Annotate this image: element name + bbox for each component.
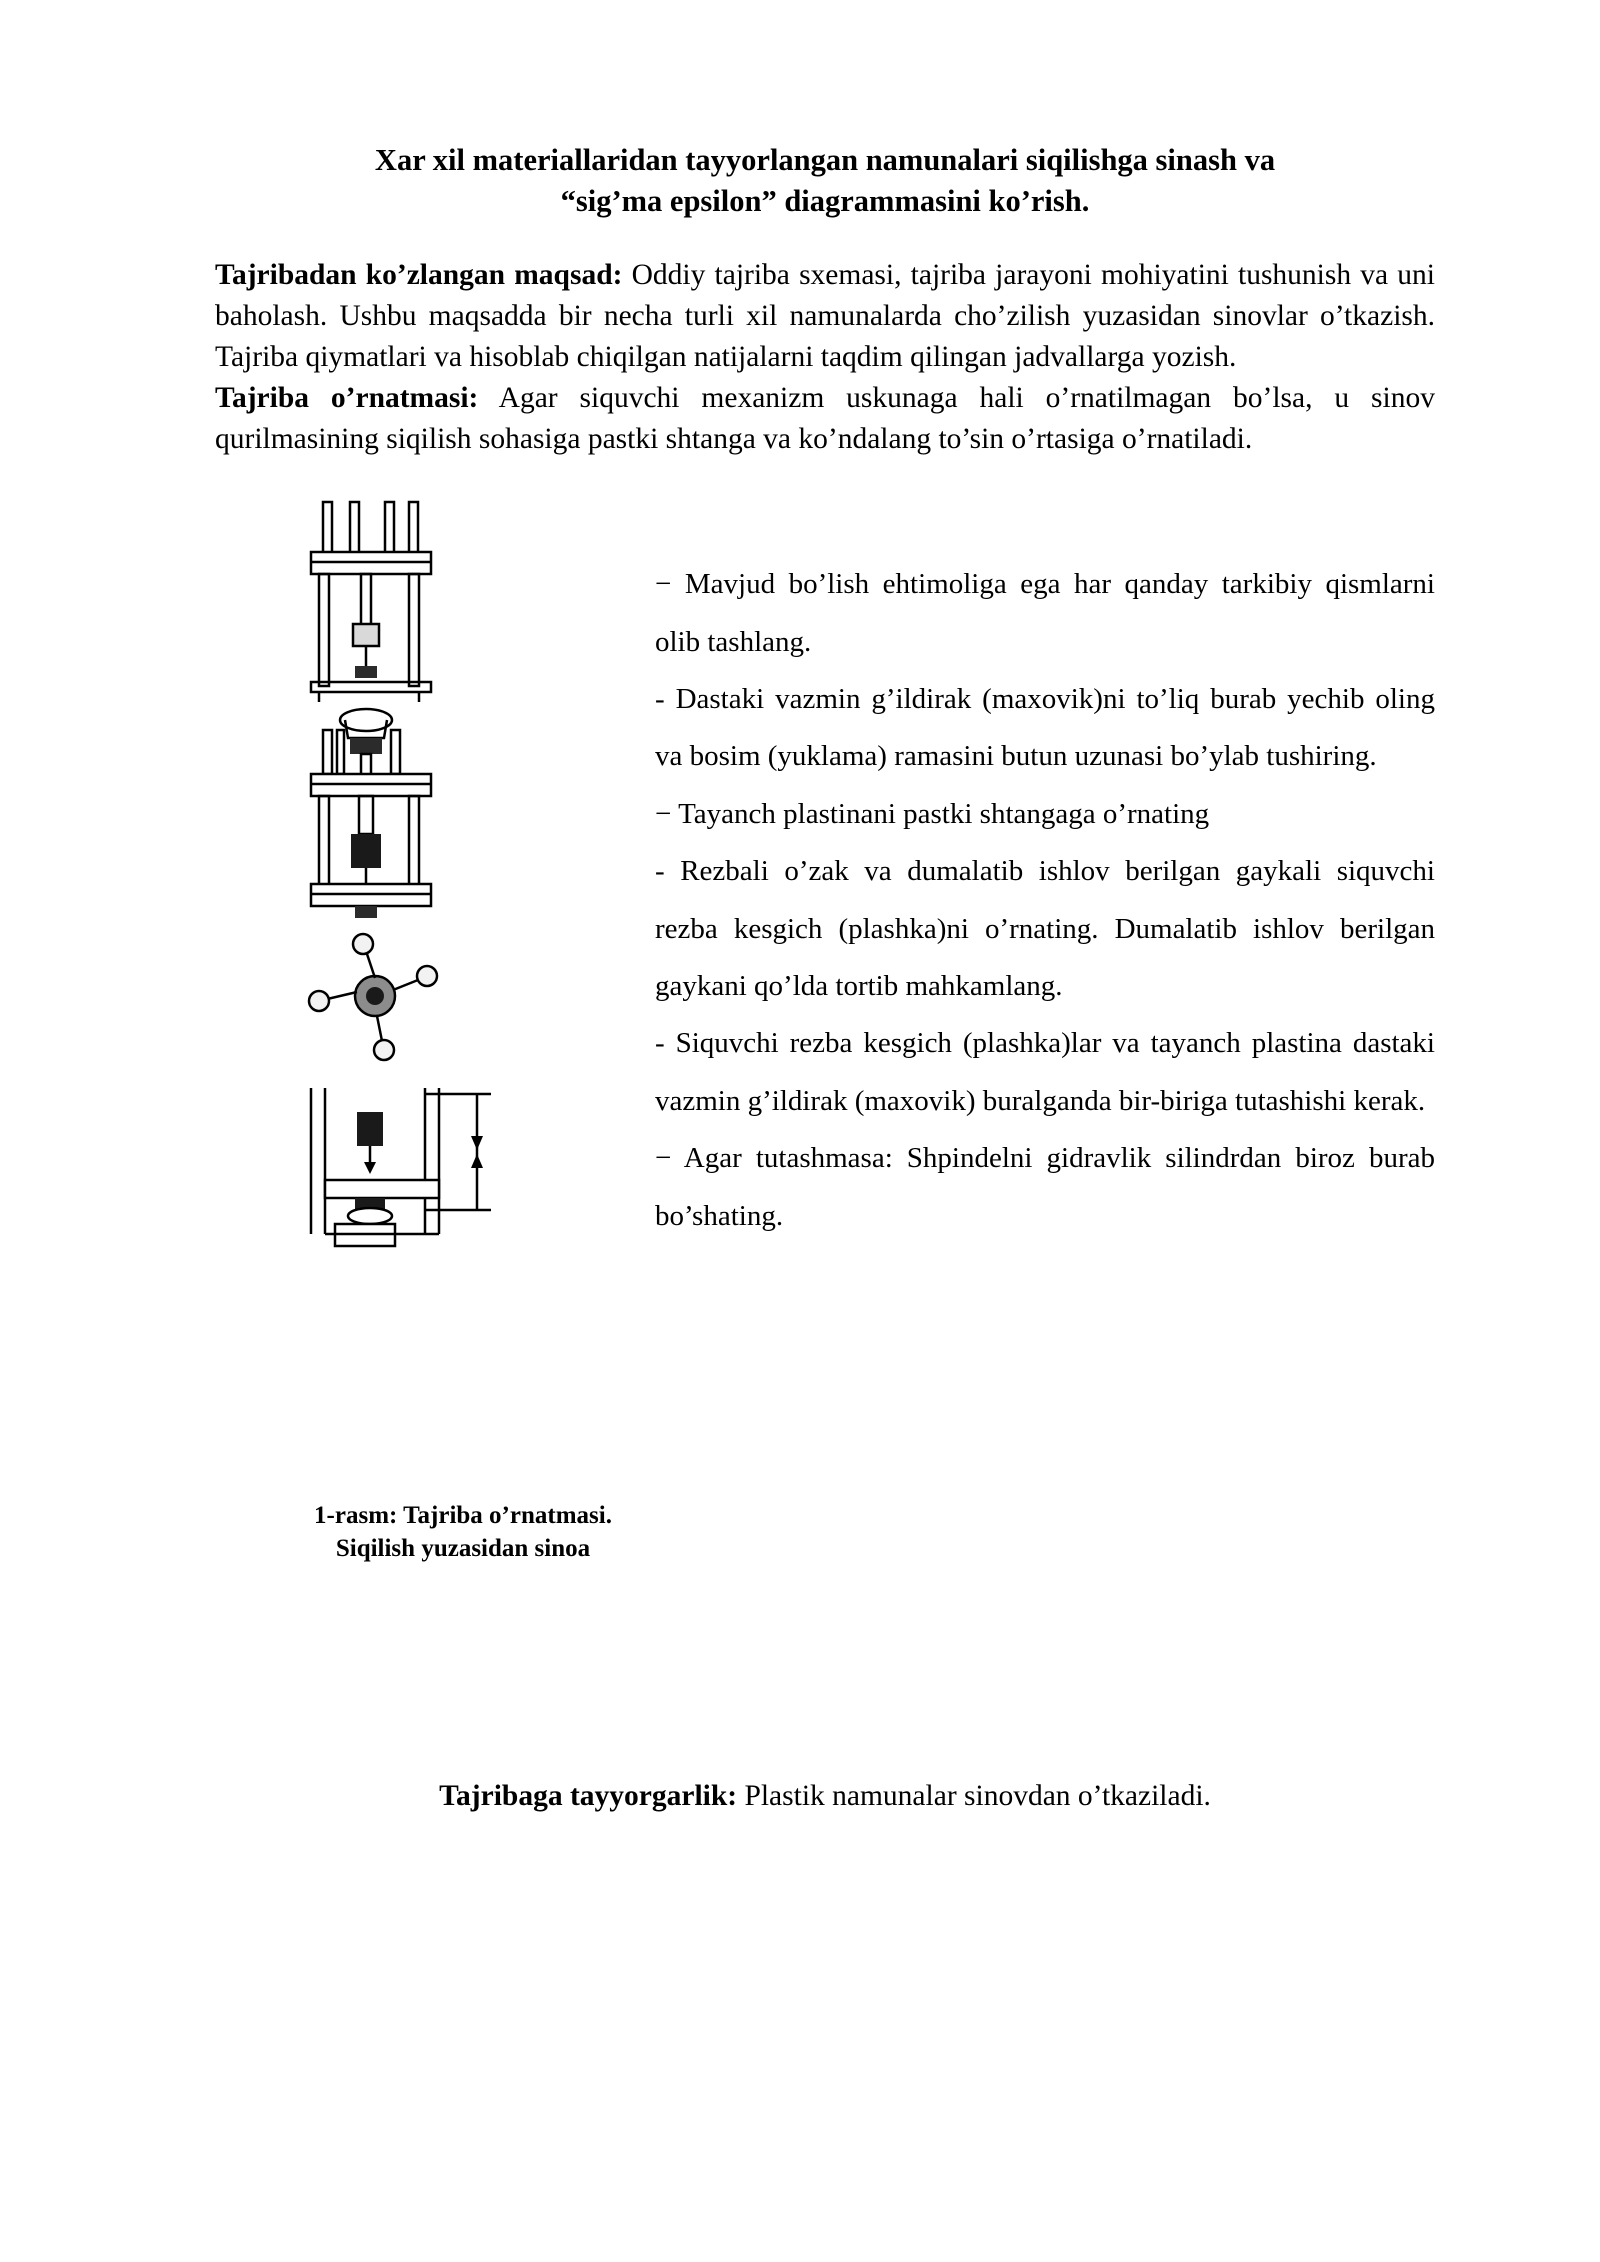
intro-paragraph-1 — [215, 255, 1435, 378]
intro-paragraph-1-lead: Tajribadan ko’zlangan maqsad: — [215, 259, 623, 292]
figure-column — [215, 496, 612, 1565]
press-machine-diagram — [305, 496, 565, 1486]
footer-note — [215, 1780, 1435, 1813]
figure-caption — [273, 1500, 653, 1565]
intro-paragraph-1-text: Oddiy tajriba sxemasi, tajriba jarayoni mohiyatini tushunish va uni baholash. Ushbu maqsadda bir necha turli xil namunalarda cho’zilish yuzasidan sinovlar o’tkazish. Tajriba qiymatlari va hisoblab chiqilgan natijalarni taqdim qilingan jadvallarga yozish. — [215, 259, 1436, 374]
footer-note-text: Plastik namunalar sinovdan o’tkaziladi. — [737, 1780, 1211, 1813]
step-item: − Tayanch plastinani pastki shtangaga o’rnating — [655, 797, 1210, 830]
page-title-line-1: Xar xil materiallaridan tayyorlangan namunalari siqilishga sinash va — [374, 143, 1276, 177]
figure-caption-line-2: Siqilish yuzasidan sinoa — [335, 1534, 591, 1562]
figure-caption-line-1: 1-rasm: Tajriba o’rnatmasi. — [314, 1502, 612, 1530]
step-item: - Dastaki vazmin g’ildirak (maxovik)ni to’liq burab yechib oling va bosim (yuklama) ramasini butun uzunasi bo’ylab tushiring. — [655, 682, 1435, 773]
page-title — [215, 140, 1435, 221]
figure-and-steps-row — [215, 496, 1435, 1565]
step-item: - Rezbali o’zak va dumalatib ishlov berilgan gaykali siquvchi rezba kesgich (plashka)ni o’rnating. Dumalatib ishlov berilgan gaykani qo’lda tortib mahkamlang. — [655, 855, 1435, 1002]
intro-paragraph-2-lead: Tajriba o’rnatmasi: — [215, 382, 479, 415]
footer-note-lead: Tajribaga tayyorgarlik: — [439, 1780, 738, 1813]
page-title-line-2: “sig’ma epsilon” diagrammasini ko’rish. — [560, 183, 1090, 218]
step-item: − Agar tutashmasa: Shpindelni gidravlik silindrdan biroz burab bo’shating. — [655, 1142, 1435, 1232]
step-item: − Mavjud bo’lish ehtimoliga ega har qanday tarkibiy qismlarni olib tashlang. — [655, 568, 1435, 658]
intro-paragraph-2-text: Agar siquvchi mexanizm uskunaga hali o’rnatilmagan bo’lsa, u sinov qurilmasining siqilish sohasiga pastki shtanga va ko’ndalang to’sin o’rtasiga o’rnatiladi. — [215, 382, 1435, 456]
steps-column — [545, 496, 1435, 1245]
step-item: - Siquvchi rezba kesgich (plashka)lar va tayanch plastina dastaki vazmin g’ildirak (maxovik) buralganda bir-biriga tutashishi kerak. — [655, 1027, 1435, 1117]
intro-paragraph-2 — [215, 378, 1435, 460]
